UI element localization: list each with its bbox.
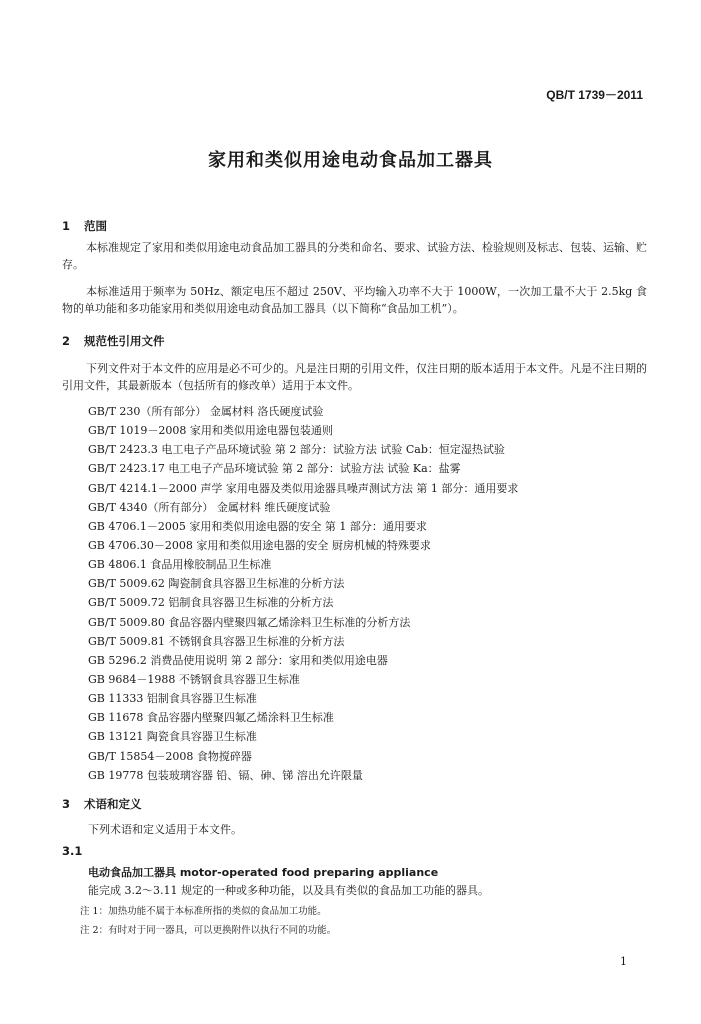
reference-item: GB/T 5009.81 不锈钢食具容器卫生标准的分析方法 xyxy=(88,634,345,648)
subsection-number: 3.1 xyxy=(62,844,83,858)
reference-item: GB 4806.1 食品用橡胶制品卫生标准 xyxy=(88,558,272,572)
reference-item: GB 4706.1－2005 家用和类似用途电器的安全 第 1 部分：通用要求 xyxy=(88,519,427,533)
reference-item: GB/T 15854－2008 食物搅碎器 xyxy=(88,749,252,763)
reference-item: GB/T 2423.17 电工电子产品环境试验 第 2 部分：试验方法 试验 Ka：盐雾 xyxy=(88,462,461,476)
reference-item: GB 9684－1988 不锈钢食具容器卫生标准 xyxy=(88,672,300,686)
page-number: 1 xyxy=(620,955,627,968)
reference-item: GB/T 5009.72 铝制食具容器卫生标准的分析方法 xyxy=(88,596,334,610)
section-number: 1 xyxy=(62,219,71,233)
reference-item: GB 5296.2 消费品使用说明 第 2 部分：家用和类似用途电器 xyxy=(88,653,388,667)
reference-item: GB/T 5009.80 食品容器内壁聚四氟乙烯涂料卫生标准的分析方法 xyxy=(88,615,411,629)
reference-item: GB 11678 食品容器内壁聚四氟乙烯涂料卫生标准 xyxy=(88,711,334,725)
reference-item: GB 13121 陶瓷食具容器卫生标准 xyxy=(88,730,257,744)
term-definition: 能完成 3.2～3.11 规定的一种或多种功能，以及具有类似的食品加工功能的器具。 xyxy=(88,884,489,897)
scope-paragraph-1: 本标准规定了家用和类似用途电动食品加工器具的分类和命名、要求、试验方法、检验规则及标志、包装、运输、贮存。 xyxy=(62,241,647,271)
document-title: 家用和类似用途电动食品加工器具 xyxy=(208,150,493,171)
references-intro: 下列文件对于本文件的应用是必不可少的。凡是注日期的引用文件，仅注日期的版本适用于本文件。凡是不注日期的引用文件，其最新版本（包括所有的修改单）适用于本文件。 xyxy=(62,362,647,392)
section-title: 范围 xyxy=(84,219,107,233)
reference-item: GB/T 4214.1－2000 声学 家用电器及类似用途器具噪声测试方法 第 1 部分：通用要求 xyxy=(88,481,519,495)
standard-code: QB/T 1739－2011 xyxy=(546,88,643,102)
note-1: 注 1：加热功能不属于本标准所指的类似的食品加工功能。 xyxy=(80,906,327,917)
section-title: 术语和定义 xyxy=(84,797,142,811)
reference-item: GB 4706.30－2008 家用和类似用途电器的安全 厨房机械的特殊要求 xyxy=(88,538,431,552)
section-number: 2 xyxy=(62,334,71,348)
reference-item: GB/T 2423.3 电工电子产品环境试验 第 2 部分：试验方法 试验 Cab：恒定湿热试验 xyxy=(88,443,505,457)
section-2-heading xyxy=(62,333,165,349)
reference-item: GB/T 5009.62 陶瓷制食具容器卫生标准的分析方法 xyxy=(88,577,345,591)
section-1-heading xyxy=(62,218,107,234)
terms-intro: 下列术语和定义适用于本文件。 xyxy=(88,823,242,836)
section-3-heading xyxy=(62,796,142,812)
reference-item: GB/T 230（所有部分） 金属材料 洛氏硬度试验 xyxy=(88,405,324,418)
section-title: 规范性引用文件 xyxy=(84,334,165,348)
note-2: 注 2：有时对于同一器具，可以更换附件以执行不同的功能。 xyxy=(80,925,337,936)
reference-item: GB 11333 铝制食具容器卫生标准 xyxy=(88,692,257,706)
scope-paragraph-2: 本标准适用于频率为 50Hz、额定电压不超过 250V、平均输入功率不大于 1000W，一次加工量不大于 2.5kg 食物的单功能和多功能家用和类似用途电动食品加工器具（以下简称“食品加工机”）。 xyxy=(62,285,647,315)
section-number: 3 xyxy=(62,797,71,811)
reference-item: GB/T 4340（所有部分） 金属材料 维氏硬度试验 xyxy=(88,500,331,514)
reference-item: GB 19778 包装玻璃容器 铅、镉、砷、锑 溶出允许限量 xyxy=(88,768,363,782)
reference-item: GB/T 1019－2008 家用和类似用途电器包装通则 xyxy=(88,424,333,438)
term-title: 电动食品加工器具 motor-operated food preparing appliance xyxy=(88,866,439,879)
reference-list xyxy=(88,402,518,785)
